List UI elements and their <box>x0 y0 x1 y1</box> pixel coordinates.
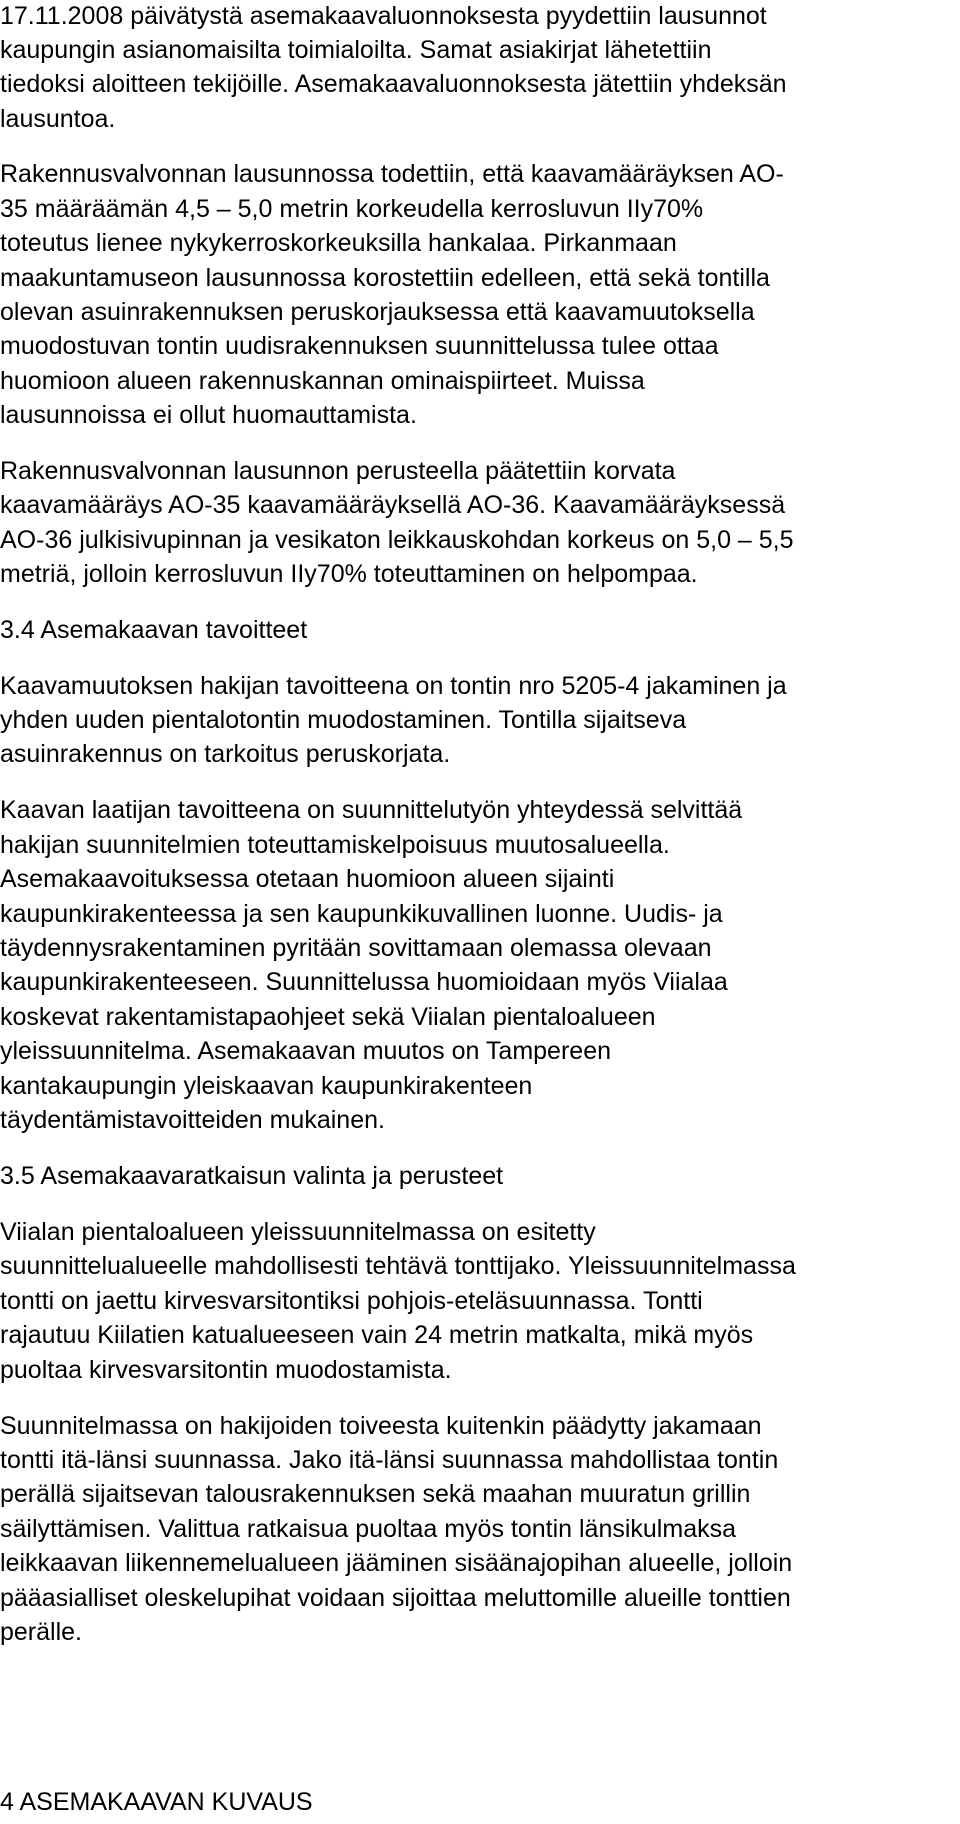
text-line: muodostuvan tontin uudisrakennuksen suunnittelussa tulee ottaa <box>0 332 719 360</box>
text-line: tiedoksi aloitteen tekijöille. Asemakaavaluonnoksesta jätettiin yhdeksän <box>0 70 787 98</box>
text-line: kantakaupungin yleiskaavan kaupunkirakenteen <box>0 1072 533 1100</box>
text-line: huomioon alueen rakennuskannan ominaispiirteet. Muissa <box>0 367 645 395</box>
text-line: kaupunkirakenteessa ja sen kaupunkikuvallinen luonne. Uudis- ja <box>0 900 723 928</box>
text-line: pääasialliset oleskelupihat voidaan sijoittaa meluttomille alueille tonttien <box>0 1584 791 1612</box>
text-line: yleissuunnitelma. Asemakaavan muutos on Tampereen <box>0 1037 611 1065</box>
text-line: tontti on jaettu kirvesvarsitontiksi pohjois-eteläsuunnassa. Tontti <box>0 1287 703 1315</box>
text-line: Rakennusvalvonnan lausunnossa todettiin, että kaavamääräyksen AO- <box>0 160 784 188</box>
text-line: lausuntoa. <box>0 105 116 133</box>
text-line: AO-36 julkisivupinnan ja vesikaton leikkauskohdan korkeus on 5,0 – 5,5 <box>0 526 794 554</box>
text-line: yhden uuden pientalotontin muodostaminen. Tontilla sijaitseva <box>0 706 687 734</box>
text-line: lausunnoissa ei ollut huomauttamista. <box>0 401 417 429</box>
text-line: suunnittelualueelle mahdollisesti tehtävä tonttijako. Yleissuunnitelmassa <box>0 1252 796 1280</box>
text-line: Kaavan laatijan tavoitteena on suunnittelutyön yhteydessä selvittää <box>0 796 743 824</box>
section-heading-4: 4 ASEMAKAAVAN KUVAUS <box>0 1788 313 1816</box>
text-line: kaupungin asianomaisilta toimialoilta. Samat asiakirjat lähetettiin <box>0 36 712 64</box>
section-heading-3-4: 3.4 Asemakaavan tavoitteet <box>0 616 308 644</box>
text-line: 35 määräämän 4,5 – 5,0 metrin korkeudella kerrosluvun IIy70% <box>0 195 704 223</box>
text-line: maakuntamuseon lausunnossa korostettiin edelleen, että sekä tontilla <box>0 264 770 292</box>
text-line: toteutus lienee nykykerroskorkeuksilla hankalaa. Pirkanmaan <box>0 229 677 257</box>
text-line: Rakennusvalvonnan lausunnon perusteella päätettiin korvata <box>0 457 676 485</box>
text-line: Viialan pientaloalueen yleissuunnitelmassa on esitetty <box>0 1218 596 1246</box>
text-line: Asemakaavoituksessa otetaan huomioon alueen sijainti <box>0 865 615 893</box>
text-line: koskevat rakentamistapaohjeet sekä Viialan pientaloalueen <box>0 1003 656 1031</box>
section-heading-3-5: 3.5 Asemakaavaratkaisun valinta ja perusteet <box>0 1162 504 1190</box>
text-line: hakijan suunnitelmien toteuttamiskelpoisuus muutosalueella. <box>0 831 670 859</box>
text-line: Kaavamuutoksen hakijan tavoitteena on tontin nro 5205-4 jakaminen ja <box>0 672 787 700</box>
text-line: puoltaa kirvesvarsitontin muodostamista. <box>0 1356 452 1384</box>
text-line: perällä sijaitsevan talousrakennuksen sekä maahan muuratun grillin <box>0 1480 751 1508</box>
text-line: rajautuu Kiilatien katualueeseen vain 24 metrin matkalta, mikä myös <box>0 1321 754 1349</box>
text-line: Suunnitelmassa on hakijoiden toiveesta kuitenkin päädytty jakamaan <box>0 1412 762 1440</box>
text-line: kaupunkirakenteeseen. Suunnittelussa huomioidaan myös Viialaa <box>0 968 728 996</box>
text-line: metriä, jolloin kerrosluvun IIy70% toteuttaminen on helpompaa. <box>0 560 698 588</box>
text-line: 17.11.2008 päivätystä asemakaavaluonnoksesta pyydettiin lausunnot <box>0 2 767 30</box>
text-line: olevan asuinrakennuksen peruskorjauksessa että kaavamuutoksella <box>0 298 755 326</box>
text-line: tontti itä-länsi suunnassa. Jako itä-länsi suunnassa mahdollistaa tontin <box>0 1446 779 1474</box>
text-line: täydentämistavoitteiden mukainen. <box>0 1106 385 1134</box>
text-line: perälle. <box>0 1618 82 1646</box>
text-line: kaavamääräys AO-35 kaavamääräyksellä AO-36. Kaavamääräyksessä <box>0 491 786 519</box>
text-line: asuinrakennus on tarkoitus peruskorjata. <box>0 740 451 768</box>
text-line: säilyttämisen. Valittua ratkaisua puoltaa myös tontin länsikulmaksa <box>0 1515 736 1543</box>
text-line: täydennysrakentaminen pyritään sovittamaan olemassa olevaan <box>0 934 712 962</box>
text-line: leikkaavan liikennemelualueen jääminen sisäänajopihan alueelle, jolloin <box>0 1549 793 1577</box>
